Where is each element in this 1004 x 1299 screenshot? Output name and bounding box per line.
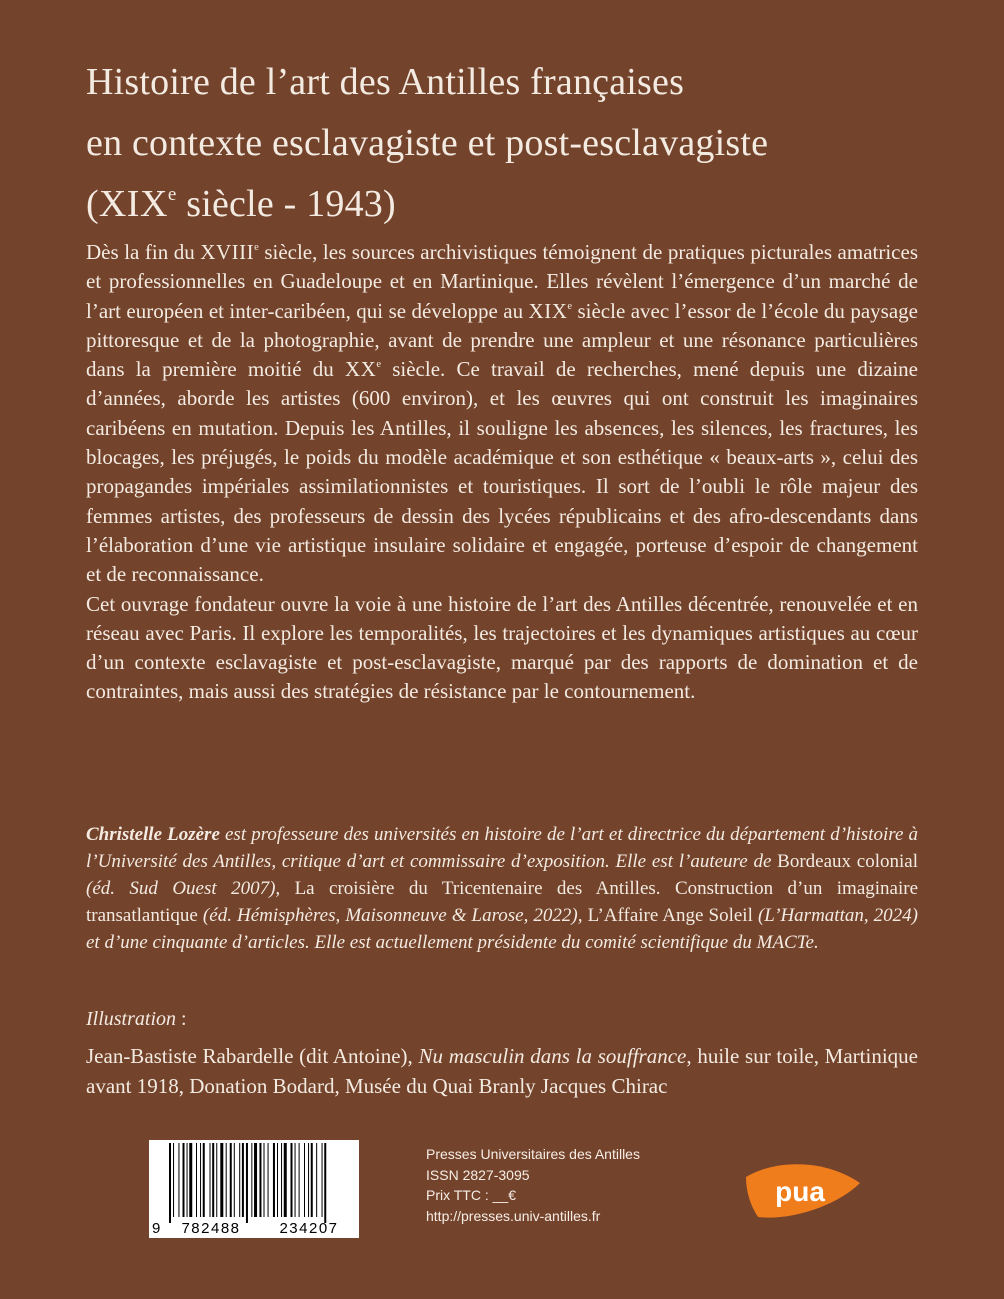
barcode-bar	[200, 1143, 201, 1217]
barcode-bar	[273, 1143, 275, 1217]
title-line-1: Histoire de l’art des Antilles françaises	[86, 61, 685, 103]
barcode-bar	[239, 1143, 240, 1217]
barcode-bar	[322, 1143, 323, 1217]
barcode-bar	[234, 1143, 235, 1217]
title-line-3: (XIXe siècle - 1943)	[86, 183, 396, 225]
book-title-1: Bordeaux colonial	[777, 851, 918, 872]
illustration-label: Illustration :	[86, 1008, 187, 1030]
barcode-digit-first: 9	[152, 1220, 161, 1237]
barcode-bar	[173, 1143, 174, 1217]
barcode-digits-left: 782488	[181, 1220, 241, 1237]
author-name: Christelle Lozère	[86, 824, 220, 845]
illustration-credit: Jean-Bastiste Rabardelle (dit Antoine), Nu masculin dans la souffrance, huile sur toile, Martinique avant 1918, Donation Bodard, Musée du Quai Branly Jacques Chirac	[86, 1044, 918, 1098]
book-title-2: La croisière du Tricentenaire des Antilles. Construction d’un imaginaire transatlantique	[86, 878, 919, 926]
barcode-bar	[299, 1143, 300, 1217]
barcode-bar	[259, 1143, 261, 1217]
barcode-bar	[216, 1143, 217, 1217]
price: Prix TTC : __€	[426, 1187, 516, 1203]
barcode-bar	[210, 1143, 211, 1217]
artwork-title: Nu masculin dans la souffrance	[418, 1044, 687, 1068]
barcode-bar	[268, 1143, 269, 1217]
barcode-bar	[169, 1143, 171, 1223]
book-title	[86, 52, 946, 235]
barcode-bar	[284, 1143, 287, 1217]
barcode-bar	[246, 1143, 248, 1223]
summary-text	[86, 238, 918, 707]
issn: ISSN 2827-3095	[426, 1166, 530, 1183]
barcode-bar	[291, 1143, 293, 1217]
author-bio: Christelle Lozère est professeure des universités en histoire de l’art et directrice du département d’histoire à l’Université des Antilles, critique d’art et commissaire d’exposition. Elle est l’auteure de Bordeaux colonial (éd. Sud Ouest 2007), La croisière du Tricentenaire des Antilles. Construction d’un imaginaire transatlantique (éd. Hémisphères, Maisonneuve & Larose, 2022), L’Affaire Ange Soleil (L’Harmattan, 2024) et d’une cinquante d’articles. Elle est actuellement présidente du comité scientifique du MACTe.	[86, 824, 919, 953]
barcode-bar	[242, 1143, 244, 1217]
title-century: XIX	[98, 183, 168, 225]
barcode-bar	[196, 1143, 197, 1217]
publisher-info	[426, 1144, 640, 1226]
title-line-2: en contexte esclavagiste et post-esclavagiste	[86, 122, 769, 164]
barcode-bar	[220, 1143, 223, 1217]
barcode-bar	[183, 1143, 185, 1217]
barcode-bar	[187, 1143, 188, 1217]
barcode-graphic	[149, 1140, 359, 1238]
barcode-bar	[324, 1143, 326, 1223]
barcode-bar	[264, 1143, 265, 1217]
barcode-bar	[203, 1143, 205, 1217]
logo-text: pua	[775, 1176, 825, 1207]
barcode-bar	[212, 1143, 214, 1217]
barcode-bar	[304, 1143, 305, 1217]
barcode-digits-right: 234207	[279, 1220, 339, 1237]
barcode-bar	[295, 1143, 296, 1217]
barcode-bar	[189, 1143, 192, 1217]
summary-paragraph-1: Dès la fin du XVIIIe siècle, les sources archivistiques témoignent de pratiques picturales amatrices et professionnelles en Guadeloupe et en Martinique. Elles révèlent l’émergence d’un marché de l’art européen et inter-caribéen, qui se développe au XIXe siècle avec l’essor de l’école du paysage pittoresque et de la photographie, avant de prendre une ampleur et une résonance particulières dans la première moitié du XXe siècle. Ce travail de recherches, mené depuis une dizaine d’années, aborde les artistes (600 environ), et les œuvres qui ont construit les imaginaires caribéens en mutation. Depuis les Antilles, il souligne les absences, les silences, les fractures, les blocages, les préjugés, le poids du modèle académique et son esthétique « beaux-arts », celui des propagandes impériales assimilationnistes et touristiques. Il sort de l’oubli le rôle majeur des femmes artistes, des professeurs de dessin des lycées républicains et des afro-descendants dans l’élaboration d’une vie artistique insulaire solidaire et engagée, porteuse d’espoir de changement et de reconnaissance.	[86, 240, 918, 587]
publisher-name: Presses Universitaires des Antilles	[426, 1146, 640, 1162]
barcode-bar	[226, 1143, 227, 1217]
isbn-barcode	[149, 1140, 359, 1238]
barcode-bar	[254, 1143, 257, 1217]
barcode-bar	[277, 1143, 278, 1217]
publisher-url[interactable]: http://presses.univ-antilles.fr	[426, 1207, 601, 1224]
barcode-bar	[316, 1143, 317, 1217]
barcode-bar	[308, 1143, 309, 1217]
barcode-bar	[281, 1143, 282, 1217]
summary-paragraph-2: Cet ouvrage fondateur ouvre la voie à une histoire de l’art des Antilles décentrée, renouvelée et en réseau avec Paris. Il explore les temporalités, les trajectoires et les dynamiques artistiques au cœur d’un contexte esclavagiste et post-esclavagiste, marqué par des rapports de domination et de contraintes, mais aussi des stratégies de résistance par le contournement.	[86, 591, 918, 704]
barcode-bar	[178, 1143, 179, 1217]
barcode-bar	[251, 1143, 252, 1217]
book-title-3: L’Affaire Ange Soleil	[587, 905, 753, 926]
barcode-bar	[311, 1143, 313, 1217]
pua-logo	[742, 1155, 862, 1221]
barcode-bar	[230, 1143, 232, 1217]
